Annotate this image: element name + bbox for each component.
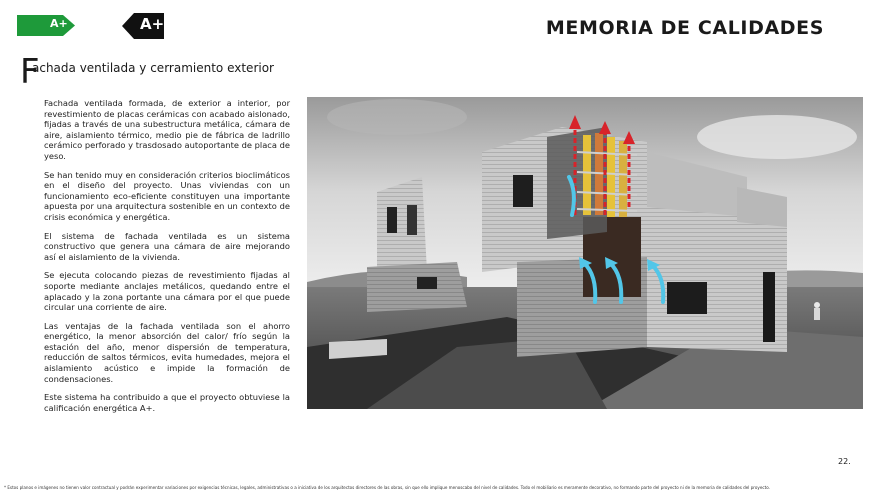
paragraph-3: El sistema de fachada ventilada es un sistema constructivo que genera una cámara de aire mejorando así el aislamiento de la vivienda. — [44, 230, 290, 262]
section-heading-initial: F — [20, 52, 40, 92]
paragraph-5: Las ventajas de la fachada ventilada son el ahorro energético, la menor absorción del calor/ frío según la estación del año, menor dispersión de temperatura, reducción de saltos térmicos, evita humedades, mejora el aislamiento acústico e impide la formación de condensaciones. — [44, 320, 290, 384]
page-number: 22. — [838, 457, 851, 466]
body-text — [44, 98, 290, 421]
footnote: * Estos planos e imágenes no tienen valor contractual y podrán experimentar variaciones por exigencias técnicas, legales, administrativas o a iniciativa de los arquitectos directores de las obras, sin que ello implique menoscabo del nivel de calidades. Todo el mobiliario es meramente decorativo, no formando parte del proyecto ni de la memoria de calidades del proyecto. — [4, 485, 770, 490]
energy-badge-green-label: A+ — [50, 17, 68, 30]
energy-badge-black-label: A+ — [140, 15, 165, 33]
page-title: MEMORIA DE CALIDADES — [545, 17, 824, 39]
building-render-image — [307, 97, 863, 409]
section-heading-text: achada ventilada y cerramiento exterior — [32, 61, 274, 75]
paragraph-1: Fachada ventilada formada, de exterior a interior, por revestimiento de placas cerámicas con acabado aislonado, fijadas a través de una subestructura metálica, cámara de aire, aislamiento térmico, medio pie de fábrica de ladrillo cerámico perforado y trasdosado autoportante de placa de yeso. — [44, 98, 290, 161]
paragraph-2: Se han tenido muy en consideración criterios bioclimáticos en el diseño del proyecto. Unas viviendas con un funcionamiento eco-eficiente constituyen una importante apuesta por una arquitectura sostenible en un contexto de crisis económica y energética. — [44, 169, 290, 222]
paragraph-6: Este sistema ha contribuido a que el proyecto obtuviese la calificación energética A+. — [44, 392, 290, 413]
paragraph-4: Se ejecuta colocando piezas de revestimiento fijadas al soporte mediante anclajes metálicos, quedando entre el aplacado y la zona portante una cámara por el que puede circular una corriente de aire. — [44, 270, 290, 313]
